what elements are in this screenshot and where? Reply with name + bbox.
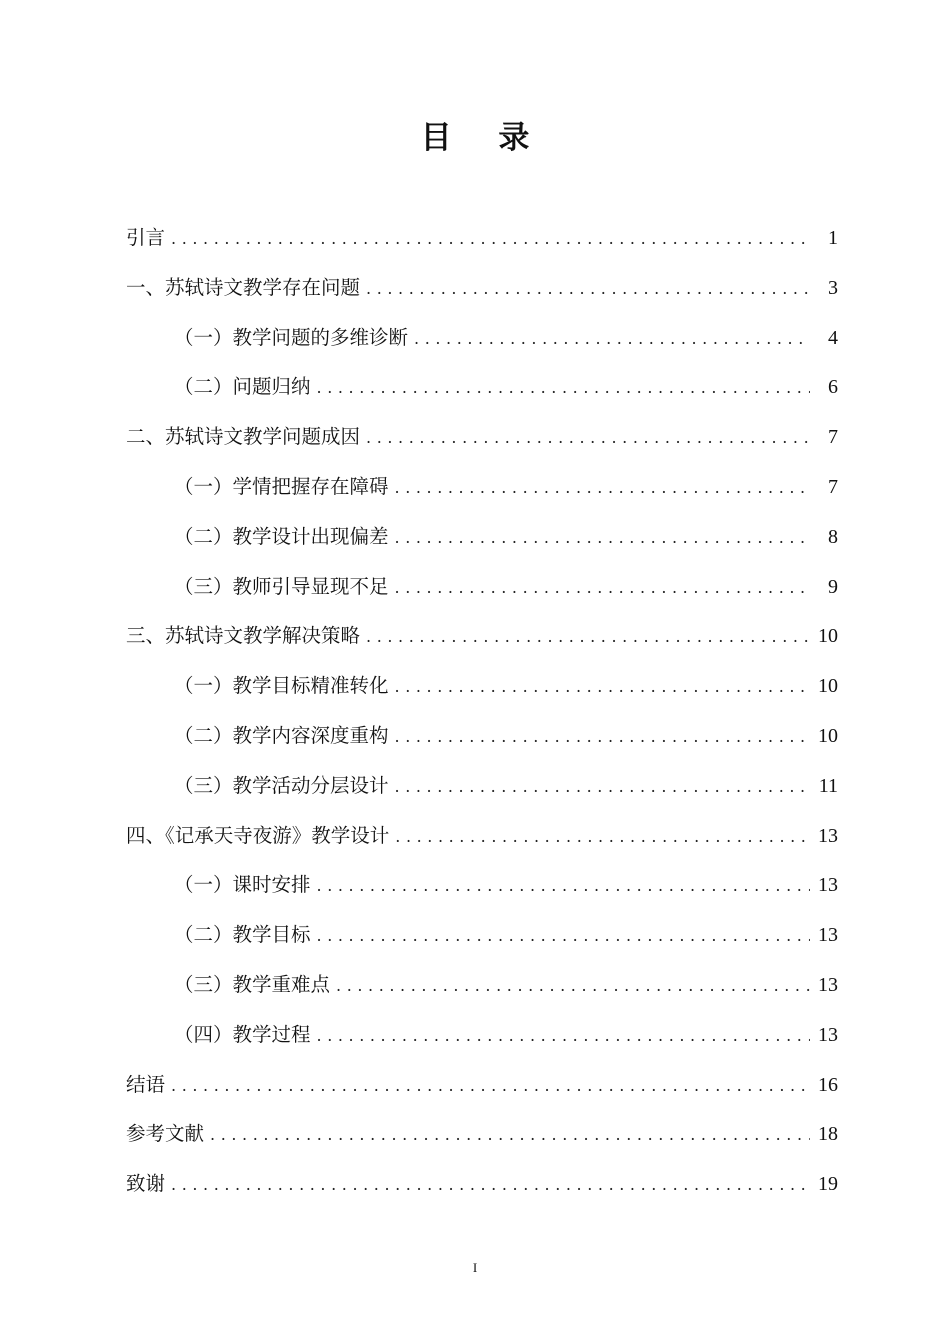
toc-entry-section-4-1[interactable]: [126, 865, 838, 915]
toc-entry-label: 结语: [126, 1072, 166, 1096]
toc-entry-page: 18: [818, 1123, 838, 1146]
toc-entry-label: （四）教学过程: [174, 1022, 311, 1046]
dot-leader: [395, 767, 810, 807]
toc-list: [126, 218, 838, 1214]
dot-leader: [366, 617, 810, 657]
dot-leader: [171, 1066, 810, 1106]
toc-entry-page: 9: [828, 575, 838, 598]
toc-entry-section-3-2[interactable]: [126, 716, 838, 766]
toc-entry-label: （二）教学内容深度重构: [174, 723, 389, 747]
dot-leader: [171, 219, 810, 259]
toc-entry-label: （一）教学目标精准转化: [174, 674, 389, 698]
toc-entry-page: 10: [818, 724, 838, 747]
toc-entry-page: 13: [818, 924, 838, 947]
toc-entry-conclusion[interactable]: [126, 1065, 838, 1115]
toc-entry-page: 6: [828, 376, 838, 399]
toc-entry-section-4-2[interactable]: [126, 915, 838, 965]
toc-entry-section-3[interactable]: [126, 616, 838, 666]
toc-entry-label: （一）教学问题的多维诊断: [174, 325, 409, 349]
toc-entry-section-3-1[interactable]: [126, 666, 838, 716]
toc-entry-page: 16: [818, 1073, 838, 1096]
toc-entry-page: 1: [828, 227, 838, 249]
dot-leader: [366, 418, 810, 458]
toc-entry-page: 10: [818, 675, 838, 698]
toc-entry-section-3-3[interactable]: [126, 766, 838, 816]
toc-entry-section-2-1[interactable]: [126, 467, 838, 517]
dot-leader: [317, 866, 810, 906]
toc-entry-section-4-3[interactable]: [126, 965, 838, 1015]
toc-entry-label: 引言: [126, 226, 166, 249]
toc-entry-page: 3: [828, 276, 838, 299]
toc-entry-page: 10: [818, 625, 838, 648]
toc-entry-section-1-2[interactable]: [126, 367, 838, 417]
toc-entry-label: 参考文献: [126, 1122, 205, 1146]
toc-entry-page: 13: [818, 824, 838, 847]
dot-leader: [414, 319, 810, 359]
dot-leader: [395, 468, 810, 508]
toc-entry-page: 7: [828, 475, 838, 498]
toc-entry-label: 三、苏轼诗文教学解决策略: [126, 624, 361, 648]
toc-entry-label: 致谢: [126, 1172, 166, 1196]
toc-entry-section-2-2[interactable]: [126, 517, 838, 567]
toc-entry-references[interactable]: [126, 1114, 838, 1164]
dot-leader: [317, 1016, 810, 1056]
toc-entry-label: 二、苏轼诗文教学问题成因: [126, 425, 361, 449]
toc-entry-page: 8: [828, 525, 838, 548]
toc-entry-section-2-3[interactable]: [126, 567, 838, 617]
toc-entry-acknowledgements[interactable]: [126, 1164, 838, 1214]
toc-entry-label: （三）教学重难点: [174, 972, 331, 996]
dot-leader: [210, 1115, 810, 1155]
toc-entry-label: （一）学情把握存在障碍: [174, 474, 389, 498]
toc-entry-page: 4: [828, 326, 838, 349]
dot-leader: [171, 1165, 810, 1205]
toc-entry-section-1[interactable]: [126, 268, 838, 318]
dot-leader: [395, 568, 810, 608]
dot-leader: [336, 966, 810, 1006]
dot-leader: [395, 817, 810, 857]
toc-entry-page: 13: [818, 973, 838, 996]
dot-leader: [395, 518, 810, 558]
page-number: I: [472, 1260, 478, 1275]
toc-entry-section-4[interactable]: [126, 816, 838, 866]
toc-entry-label: （二）教学设计出现偏差: [174, 524, 389, 548]
toc-entry-page: 7: [828, 426, 838, 449]
toc-entry-intro[interactable]: [126, 218, 838, 268]
toc-entry-label: （三）教师引导显现不足: [174, 574, 389, 598]
dot-leader: [366, 269, 810, 309]
toc-entry-page: 19: [818, 1173, 838, 1196]
toc-entry-label: 一、苏轼诗文教学存在问题: [126, 275, 361, 299]
dot-leader: [317, 916, 810, 956]
dot-leader: [317, 368, 810, 408]
toc-entry-label: （二）教学目标: [174, 923, 311, 947]
toc-entry-page: 11: [818, 774, 838, 797]
dot-leader: [395, 717, 810, 757]
toc-entry-page: 13: [818, 1023, 838, 1046]
toc-entry-section-4-4[interactable]: [126, 1015, 838, 1065]
toc-entry-label: （三）教学活动分层设计: [174, 773, 389, 797]
page-title: 目 录: [420, 120, 548, 156]
toc-entry-section-1-1[interactable]: [126, 318, 838, 368]
toc-entry-label: 四、《记承天寺夜游》教学设计: [126, 823, 390, 847]
toc-entry-page: 13: [818, 874, 838, 897]
toc-entry-label: （二）问题归纳: [174, 375, 311, 399]
dot-leader: [395, 667, 810, 707]
toc-entry-label: （一）课时安排: [174, 873, 311, 897]
toc-entry-section-2[interactable]: [126, 417, 838, 467]
